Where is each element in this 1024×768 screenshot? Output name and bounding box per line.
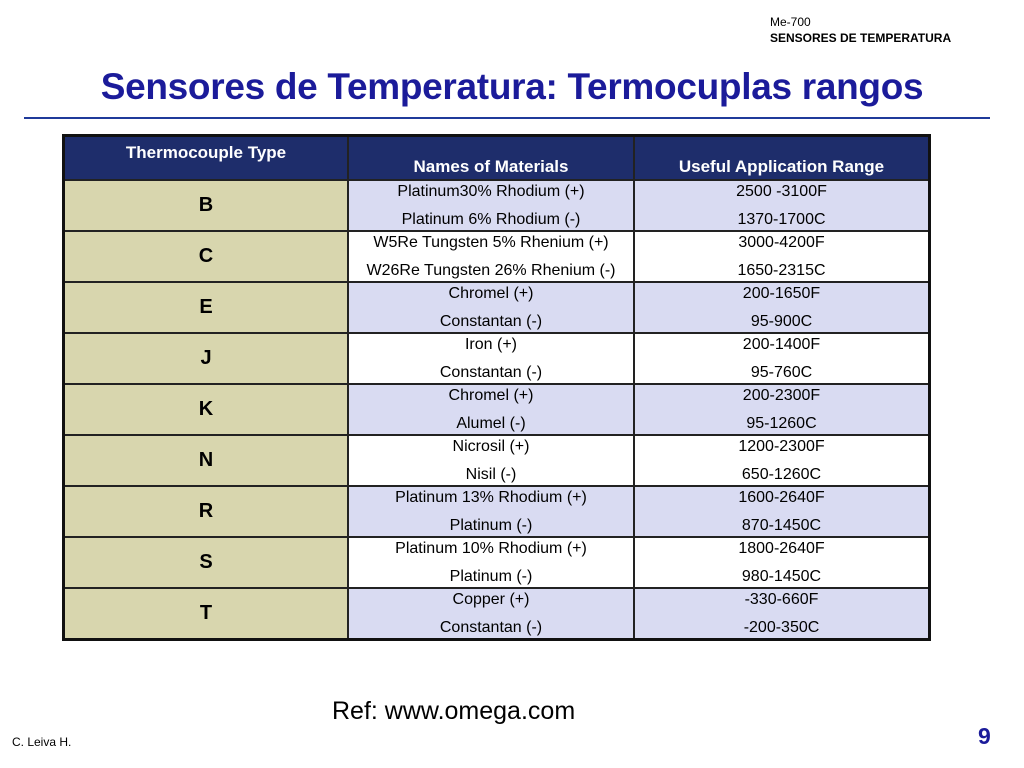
- material-positive: W5Re Tungsten 5% Rhenium (+): [373, 234, 609, 251]
- material-positive: Chromel (+): [448, 285, 534, 302]
- material-negative: Constantan (-): [439, 364, 543, 381]
- range-cell: [634, 180, 930, 231]
- materials-cell: [348, 537, 634, 588]
- range-celsius: 95-760C: [750, 364, 813, 381]
- range-cell: [634, 486, 930, 537]
- course-code: Me-700: [770, 15, 811, 29]
- slide-title: Sensores de Temperatura: Termocuplas rangos: [100, 66, 924, 107]
- material-positive: Copper (+): [452, 591, 530, 608]
- material-negative: Constantan (-): [439, 313, 543, 330]
- type-cell: R: [64, 486, 349, 537]
- material-negative: Platinum (-): [449, 568, 533, 585]
- materials-cell: [348, 333, 634, 384]
- range-fahrenheit: 1800-2640F: [738, 540, 825, 557]
- range-fahrenheit: 3000-4200F: [738, 234, 825, 251]
- range-cell: [634, 333, 930, 384]
- type-cell: N: [64, 435, 349, 486]
- range-cell: [634, 588, 930, 640]
- course-header: [770, 14, 951, 46]
- range-cell: [634, 231, 930, 282]
- material-negative: Nisil (-): [465, 466, 517, 483]
- range-cell: [634, 384, 930, 435]
- author-footer: C. Leiva H.: [12, 735, 72, 749]
- table-row: [64, 537, 930, 588]
- type-cell: B: [64, 180, 349, 231]
- material-negative: Platinum (-): [449, 517, 533, 534]
- range-celsius: 95-900C: [750, 313, 813, 330]
- materials-cell: [348, 588, 634, 640]
- range-fahrenheit: -330-660F: [744, 591, 819, 608]
- table-row: [64, 231, 930, 282]
- materials-cell: [348, 486, 634, 537]
- range-fahrenheit: 1600-2640F: [738, 489, 825, 506]
- table-header-row: [64, 136, 930, 181]
- material-positive: Platinum30% Rhodium (+): [397, 183, 585, 200]
- range-cell: [634, 282, 930, 333]
- material-positive: Nicrosil (+): [452, 438, 530, 455]
- range-fahrenheit: 200-2300F: [742, 387, 821, 404]
- range-celsius: 95-1260C: [746, 415, 817, 432]
- range-celsius: 980-1450C: [741, 568, 822, 585]
- material-negative: W26Re Tungsten 26% Rhenium (-): [366, 262, 616, 279]
- materials-cell: [348, 435, 634, 486]
- course-subject: SENSORES DE TEMPERATURA: [770, 31, 952, 45]
- thermocouple-table: [62, 134, 931, 641]
- range-fahrenheit: 2500 -3100F: [736, 183, 827, 200]
- header-thermocouple-type: Thermocouple Type: [64, 136, 349, 181]
- materials-cell: [348, 384, 634, 435]
- range-fahrenheit: 1200-2300F: [738, 438, 825, 455]
- header-names-of-materials: Names of Materials: [348, 136, 634, 181]
- header-useful-application-range: Useful Application Range: [634, 136, 930, 181]
- type-cell: S: [64, 537, 349, 588]
- material-positive: Iron (+): [464, 336, 517, 353]
- material-positive: Platinum 10% Rhodium (+): [395, 540, 587, 557]
- table-row: [64, 486, 930, 537]
- range-celsius: 870-1450C: [741, 517, 822, 534]
- title-divider: [24, 117, 990, 119]
- table-row: [64, 384, 930, 435]
- type-cell: J: [64, 333, 349, 384]
- type-cell: T: [64, 588, 349, 640]
- range-celsius: 1650-2315C: [737, 262, 826, 279]
- range-celsius: 650-1260C: [741, 466, 822, 483]
- range-cell: [634, 537, 930, 588]
- page-number: 9: [978, 723, 991, 749]
- reference-note: Ref: www.omega.com: [332, 697, 576, 725]
- materials-cell: [348, 180, 634, 231]
- range-celsius: 1370-1700C: [737, 211, 826, 228]
- type-cell: C: [64, 231, 349, 282]
- material-positive: Chromel (+): [448, 387, 534, 404]
- type-cell: K: [64, 384, 349, 435]
- range-cell: [634, 435, 930, 486]
- table-row: [64, 282, 930, 333]
- range-celsius: -200-350C: [743, 619, 820, 636]
- materials-cell: [348, 231, 634, 282]
- range-fahrenheit: 200-1400F: [742, 336, 821, 353]
- range-fahrenheit: 200-1650F: [742, 285, 821, 302]
- type-cell: E: [64, 282, 349, 333]
- table-row: [64, 333, 930, 384]
- material-positive: Platinum 13% Rhodium (+): [395, 489, 587, 506]
- material-negative: Constantan (-): [439, 619, 543, 636]
- materials-cell: [348, 282, 634, 333]
- material-negative: Alumel (-): [456, 415, 526, 432]
- table-row: [64, 435, 930, 486]
- material-negative: Platinum 6% Rhodium (-): [401, 211, 581, 228]
- table-row: [64, 588, 930, 640]
- table-row: [64, 180, 930, 231]
